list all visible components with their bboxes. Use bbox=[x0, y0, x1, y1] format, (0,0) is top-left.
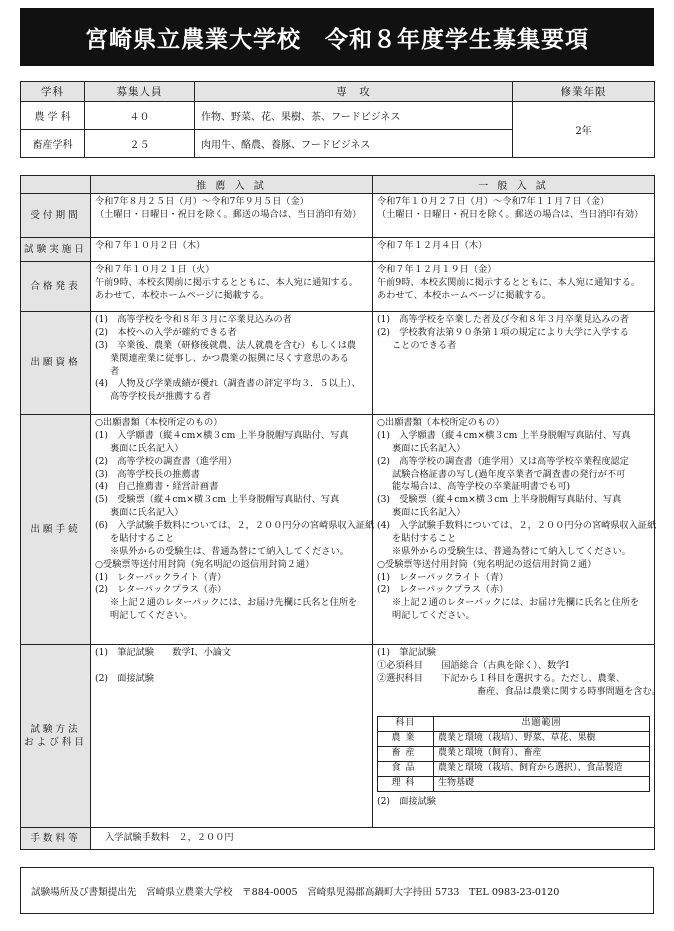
text-line: ①必須科目 国語総合（古典を除く）、数学Ⅰ bbox=[377, 659, 569, 671]
text-line: 者 bbox=[110, 365, 120, 377]
page-title: 宮崎県立農業大学校 令和８年度学生募集要項 bbox=[20, 8, 654, 66]
text-line: 令和７年１０月２１日（火） bbox=[95, 264, 215, 275]
dept-capacity: ４０ bbox=[85, 102, 195, 130]
subject-row bbox=[378, 776, 650, 791]
subject-row bbox=[378, 731, 650, 746]
subject-header-row bbox=[378, 716, 650, 731]
text-line: (1) 入学願書（縦４cm×横３cm 上半身脱帽写真貼付、写真 bbox=[95, 429, 349, 441]
text-line: 令和7年１０月２７日（月）～令和7年１１月７日（金） bbox=[377, 196, 610, 207]
department-header-row bbox=[21, 82, 655, 102]
text-line: ②選択科目 下記から１科目を選択する。ただし、農業、 bbox=[377, 672, 626, 684]
exam-date-row bbox=[21, 238, 655, 262]
corner-cell bbox=[21, 176, 91, 194]
dept-years: 2年 bbox=[513, 102, 655, 158]
text-line: (1) 高等学校を卒業した者及び令和８年３月卒業見込みの者 bbox=[377, 314, 629, 325]
text-line: （土曜日・日曜日・祝日を除く。郵送の場合は、当日消印有効） bbox=[377, 208, 644, 220]
text-line: (6) 入学試験手数料については、２，２００円分の宮崎県収入証紙 bbox=[95, 520, 375, 531]
text-line: (3) 受験票（縦４cm×横３cm 上半身脱帽写真貼付、写真 bbox=[377, 494, 622, 506]
text-line: (2) レターパックプラス（赤） bbox=[95, 584, 227, 596]
capacity-col-header: 募集人員 bbox=[85, 82, 195, 102]
subject-range: 農業と環境（栽培、飼育から選択）、食品製造 bbox=[434, 761, 650, 776]
text-line: (1) レターパックライト（青） bbox=[95, 571, 227, 583]
text-line: ※上記２通のレターパックには、お届け先欄に氏名と住所を bbox=[110, 597, 358, 609]
subject-range: 生物基礎 bbox=[434, 776, 650, 791]
eligibility-recommend bbox=[91, 312, 373, 415]
submission-address: 試験場所及び書類提出先 宮崎県立農業大学校 〒884-0005 宮崎県児湯郡高鍋町大字持田 5733 TEL 0983-23-0120 bbox=[20, 867, 654, 914]
subject-row bbox=[378, 746, 650, 761]
text-line: (2) 高等学校の調査書（進学用）又は高等学校卒業程度認定 bbox=[377, 455, 629, 467]
fee-value: 入学試験手数料 ２，２００円 bbox=[91, 828, 655, 850]
reception-row bbox=[21, 194, 655, 238]
text-line: を貼付すること bbox=[392, 532, 457, 544]
department-table bbox=[20, 81, 655, 158]
subject-range: 農業と環境（飼育）、畜産 bbox=[434, 746, 650, 761]
text-line: ことのできる者 bbox=[392, 339, 457, 351]
text-line: (4) 自己推薦書・経営計画書 bbox=[95, 481, 219, 493]
text-line: ※県外からの受験生は、普通為替にて納入してください。 bbox=[392, 545, 631, 557]
text-line: あわせて、本校ホームページに掲載する。 bbox=[95, 289, 270, 301]
exam-date-recommend: 令和７年１０月２日（木） bbox=[91, 238, 373, 262]
text-line: (1) 入学願書（縦４cm×横３cm 上半身脱帽写真貼付、写真 bbox=[377, 429, 631, 441]
text-line: (2) レターパックプラス（赤） bbox=[377, 584, 509, 596]
reception-recommend bbox=[91, 194, 373, 238]
text-line: 明記してください。 bbox=[110, 610, 193, 622]
text-line: (3) 高等学校長の推薦書 bbox=[95, 468, 200, 480]
text-line: 業関連産業に従事し、かつ農業の振興に尽くす意思のある bbox=[110, 352, 349, 364]
subject-range: 農業と環境（栽培）、野菜、草花、果樹 bbox=[434, 731, 650, 746]
text-line: 明記してください。 bbox=[392, 610, 475, 622]
subject-row bbox=[378, 761, 650, 776]
text-line: 午前9時、本校玄関前に掲示するとともに、本人宛に通知する。 bbox=[95, 276, 359, 288]
text-line: 試験合格証書の写し(過年度卒業者で調査書の発行が不可 bbox=[392, 468, 626, 480]
procedure-general bbox=[373, 415, 655, 645]
text-line: ※県外からの受験生は、普通為替にて納入してください。 bbox=[110, 545, 349, 557]
method-general bbox=[373, 645, 661, 828]
text-line: (3) 卒業後、農業（研修後就農、法人就農を含む）もしくは農 bbox=[95, 339, 357, 351]
reception-label: 受付期間 bbox=[21, 194, 91, 238]
announcement-label: 合格発表 bbox=[21, 262, 91, 312]
text-line: (2) 面接試験 bbox=[377, 795, 436, 807]
fee-row bbox=[21, 828, 655, 850]
department-row-agriculture bbox=[21, 102, 655, 130]
text-line: 裏面に氏名記入） bbox=[392, 507, 466, 519]
text-line: (1) 筆記試験 bbox=[377, 647, 436, 658]
exam-date-label: 試験実施日 bbox=[21, 238, 91, 262]
subject-name: 理科 bbox=[378, 776, 434, 791]
recommend-col-header: 推 薦 入 試 bbox=[91, 176, 373, 194]
text-line: 畜産、食品は農業に関する時事問題を含む。 bbox=[477, 685, 661, 697]
text-line: ○出願書類（本校所定のもの） bbox=[95, 417, 223, 428]
text-line: ※上記２通のレターパックには、お届け先欄に氏名と住所を bbox=[392, 597, 640, 609]
dept-capacity: ２５ bbox=[85, 130, 195, 158]
text-line: (2) 面接試験 bbox=[95, 672, 154, 684]
dept-name: 農 学 科 bbox=[21, 102, 85, 130]
range-col-header: 出題範囲 bbox=[434, 716, 650, 731]
text-line: (2) 高等学校の調査書（進学用） bbox=[95, 455, 237, 467]
subject-name: 畜産 bbox=[378, 746, 434, 761]
text-line: (5) 受験票（縦４cm×横３cm 上半身脱帽写真貼付、写真 bbox=[95, 494, 340, 506]
subject-name: 食品 bbox=[378, 761, 434, 776]
announcement-recommend bbox=[91, 262, 373, 312]
text-line: 裏面に氏名記入） bbox=[110, 507, 184, 519]
text-line: を貼付すること bbox=[110, 532, 175, 544]
dept-major: 作物、野菜、花、果樹、茶、フードビジネス bbox=[195, 102, 513, 130]
reception-general bbox=[373, 194, 655, 238]
major-col-header: 専 攻 bbox=[195, 82, 513, 102]
text-line: 能な場合は、高等学校の卒業証明書でも可) bbox=[392, 481, 571, 493]
dept-col-header: 学科 bbox=[21, 82, 85, 102]
procedure-row bbox=[21, 415, 655, 645]
text-line: ○受験票等送付用封筒（宛名明記の返信用封筒２通） bbox=[95, 558, 315, 570]
announcement-general bbox=[373, 262, 655, 312]
text-line: 午前9時、本校玄関前に掲示するとともに、本人宛に通知する。 bbox=[377, 276, 641, 288]
exam-table bbox=[20, 175, 661, 850]
text-line: 令和7年８月２５日（月）～令和7年９月５日（金） bbox=[95, 196, 309, 207]
procedure-label: 出願手続 bbox=[21, 415, 91, 645]
text-line: (1) 高等学校を令和８年３月に卒業見込みの者 bbox=[95, 314, 292, 325]
general-col-header: 一 般 入 試 bbox=[373, 176, 655, 194]
text-line: 裏面に氏名記入） bbox=[110, 442, 184, 454]
text-line: ○受験票等送付用封筒（宛名明記の返信用封筒２通） bbox=[377, 558, 597, 570]
subject-table bbox=[377, 716, 650, 792]
exam-date-general: 令和７年１２月４日（木） bbox=[373, 238, 655, 262]
announcement-row bbox=[21, 262, 655, 312]
text-line: あわせて、本校ホームページに掲載する。 bbox=[377, 289, 552, 301]
text-line: (4) 入学試験手数料については、２，２００円分の宮崎県収入証紙 bbox=[377, 520, 657, 531]
text-line: （土曜日・日曜日・祝日を除く。郵送の場合は、当日消印有効） bbox=[95, 208, 362, 220]
text-line: 裏面に氏名記入） bbox=[392, 442, 466, 454]
text-line: (4) 人物及び学業成績が優れ（調査書の評定平均３．５以上）、 bbox=[95, 378, 361, 390]
text-line: (2) 学校教育法第９０条第１項の規定により大学に入学する bbox=[377, 326, 629, 338]
text-line: (1) 筆記試験 数学Ⅰ、小論文 bbox=[95, 647, 232, 658]
subject-col-header: 科目 bbox=[378, 716, 434, 731]
dept-name: 畜産学科 bbox=[21, 130, 85, 158]
exam-header-row bbox=[21, 176, 655, 194]
procedure-recommend bbox=[91, 415, 373, 645]
method-label bbox=[21, 645, 91, 828]
dept-major: 肉用牛、酪農、養豚、フードビジネス bbox=[195, 130, 513, 158]
text-line: 高等学校長が推薦する者 bbox=[110, 391, 212, 403]
eligibility-label: 出願資格 bbox=[21, 312, 91, 415]
method-row bbox=[21, 645, 655, 828]
method-label-line-1: 試験方法 bbox=[30, 723, 81, 735]
eligibility-general bbox=[373, 312, 655, 415]
eligibility-row bbox=[21, 312, 655, 415]
method-recommend bbox=[91, 645, 373, 828]
method-label-line-2: および科目 bbox=[24, 737, 87, 748]
subject-name: 農業 bbox=[378, 731, 434, 746]
text-line: ○出願書類（本校所定のもの） bbox=[377, 417, 505, 428]
years-col-header: 修業年限 bbox=[513, 82, 655, 102]
fee-label: 手数料等 bbox=[21, 828, 91, 850]
text-line: (1) レターパックライト（青） bbox=[377, 571, 509, 583]
text-line: (2) 本校への入学が確約できる者 bbox=[95, 326, 237, 338]
text-line: 令和７年１２月１９日（金） bbox=[377, 264, 497, 275]
